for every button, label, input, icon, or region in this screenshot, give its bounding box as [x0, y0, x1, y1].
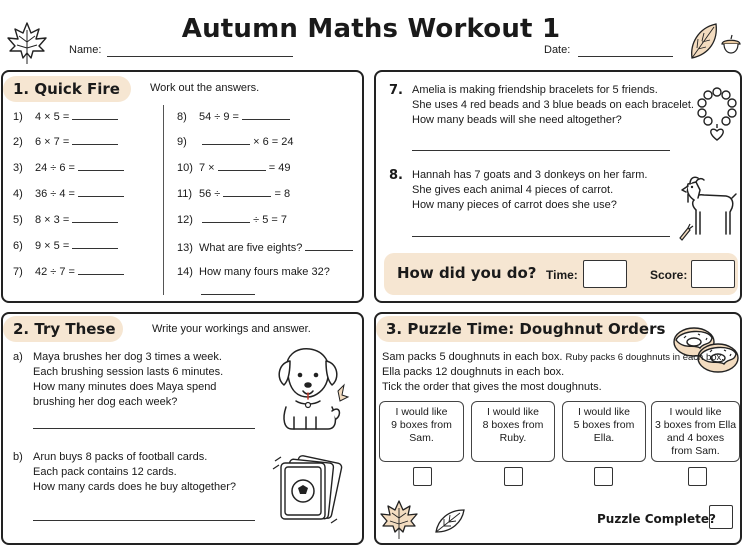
tick-box-ella[interactable]: [594, 467, 613, 486]
quick-fire-heading: 1. Quick Fire: [3, 76, 131, 102]
time-box[interactable]: [583, 260, 627, 288]
question-2: 2) 6 × 7 =: [13, 135, 118, 148]
leaf-icon: [686, 20, 722, 62]
name-label: Name:: [69, 44, 102, 56]
order-option-sam: I would like 9 boxes from Sam.: [379, 401, 464, 462]
answer-blank[interactable]: [223, 187, 271, 197]
goat-icon: [676, 172, 740, 244]
question-11: 11) 56 ÷ = 8: [177, 188, 291, 200]
try-these-heading: 2. Try These: [3, 316, 123, 342]
quick-fire-instruction: Work out the answers.: [150, 82, 260, 94]
question-7-number: 7.: [389, 83, 403, 98]
question-7-answer-line[interactable]: [412, 150, 670, 151]
date-field[interactable]: [578, 56, 673, 57]
puzzle-complete-box[interactable]: [709, 505, 733, 529]
answer-blank[interactable]: [218, 161, 266, 171]
answer-blank[interactable]: [72, 239, 118, 249]
quick-fire-divider: [163, 105, 164, 295]
question-8-number: 8.: [389, 168, 403, 183]
worksheet-header: [0, 0, 742, 66]
bracelet-icon: [692, 86, 742, 142]
football-cards-icon: [271, 453, 343, 525]
time-label: Time:: [546, 268, 578, 282]
leaf-icon: [432, 506, 468, 536]
question-7-text: Amelia is making friendship bracelets for 5 friends. She uses 4 red beads and 3 blue beads on each bracelet. How many beads will she need altogether?: [412, 84, 694, 126]
page-title: Autumn Maths Workout 1: [181, 14, 561, 44]
answer-blank[interactable]: [72, 213, 118, 223]
question-9: 9) × 6 = 24: [177, 136, 294, 148]
puzzle-heading: 3. Puzzle Time: Doughnut Orders: [376, 316, 648, 342]
question-b-number: b): [13, 451, 23, 463]
tick-box-ella-and-sam[interactable]: [688, 467, 707, 486]
question-8-text: Hannah has 7 goats and 3 donkeys on her farm. She gives each animal 4 pieces of carrot. How many pieces of carrot does she use?: [412, 169, 648, 211]
answer-blank[interactable]: [202, 135, 250, 145]
tick-box-sam[interactable]: [413, 467, 432, 486]
question-8: 8) 54 ÷ 9 =: [177, 110, 290, 123]
answer-blank[interactable]: [78, 161, 124, 171]
acorn-icon: [720, 34, 742, 62]
question-a-answer-line[interactable]: [33, 428, 255, 429]
answer-blank[interactable]: [201, 294, 255, 295]
score-box[interactable]: [691, 260, 735, 288]
order-option-ella: I would like 5 boxes from Ella.: [562, 401, 646, 462]
date-label: Date:: [544, 44, 571, 56]
doughnut-icon: [670, 320, 742, 378]
question-3: 3) 24 ÷ 6 =: [13, 161, 124, 174]
question-6: 6) 9 × 5 =: [13, 239, 118, 252]
question-5: 5) 8 × 3 =: [13, 213, 118, 226]
puzzle-instruction: Tick the order that gives the most doughnuts.: [382, 381, 602, 393]
question-7: 7) 42 ÷ 7 =: [13, 265, 124, 278]
how-did-you-do-title: How did you do?: [397, 264, 537, 282]
question-8-answer-line[interactable]: [412, 236, 670, 237]
question-12: 12) ÷ 5 = 7: [177, 214, 287, 226]
question-10: 10) 7 × = 49: [177, 162, 291, 174]
answer-blank[interactable]: [202, 213, 250, 223]
puzzle-intro-line-2: Ella packs 12 doughnuts in each box.: [382, 366, 565, 378]
question-13: 13) What are five eights?: [177, 241, 353, 254]
answer-blank[interactable]: [72, 110, 118, 120]
order-option-ella-and-sam: I would like 3 boxes from Ella and 4 boxes from Sam.: [651, 401, 740, 462]
dog-icon: [268, 345, 348, 433]
question-1: 1) 4 × 5 =: [13, 110, 118, 123]
puzzle-intro-line-1: Sam packs 5 doughnuts in each box. Ruby packs 6 doughnuts in each box.: [382, 351, 724, 363]
question-4: 4) 36 ÷ 4 =: [13, 187, 124, 200]
score-label: Score:: [650, 268, 688, 282]
answer-blank[interactable]: [72, 135, 118, 145]
try-these-instruction: Write your workings and answer.: [152, 323, 311, 335]
answer-blank[interactable]: [78, 265, 124, 275]
question-a-text: Maya brushes her dog 3 times a week. Each brushing session lasts 6 minutes. How many minutes does Maya spend brushing her dog each week?: [33, 351, 224, 408]
question-b-answer-line[interactable]: [33, 520, 255, 521]
answer-blank[interactable]: [78, 187, 124, 197]
answer-blank[interactable]: [305, 241, 353, 251]
puzzle-complete-label: Puzzle Complete?: [597, 512, 716, 526]
answer-blank[interactable]: [242, 110, 290, 120]
order-option-ruby: I would like 8 boxes from Ruby.: [471, 401, 555, 462]
how-did-you-do-bar: [384, 253, 738, 295]
question-a-number: a): [13, 351, 23, 363]
tick-box-ruby[interactable]: [504, 467, 523, 486]
maple-leaf-icon: [378, 498, 420, 540]
question-b-text: Arun buys 8 packs of football cards. Each pack contains 12 cards. How many cards does he buy altogether?: [33, 451, 237, 493]
name-field[interactable]: [107, 56, 293, 57]
question-14: 14) How many fours make 32?: [177, 266, 330, 278]
